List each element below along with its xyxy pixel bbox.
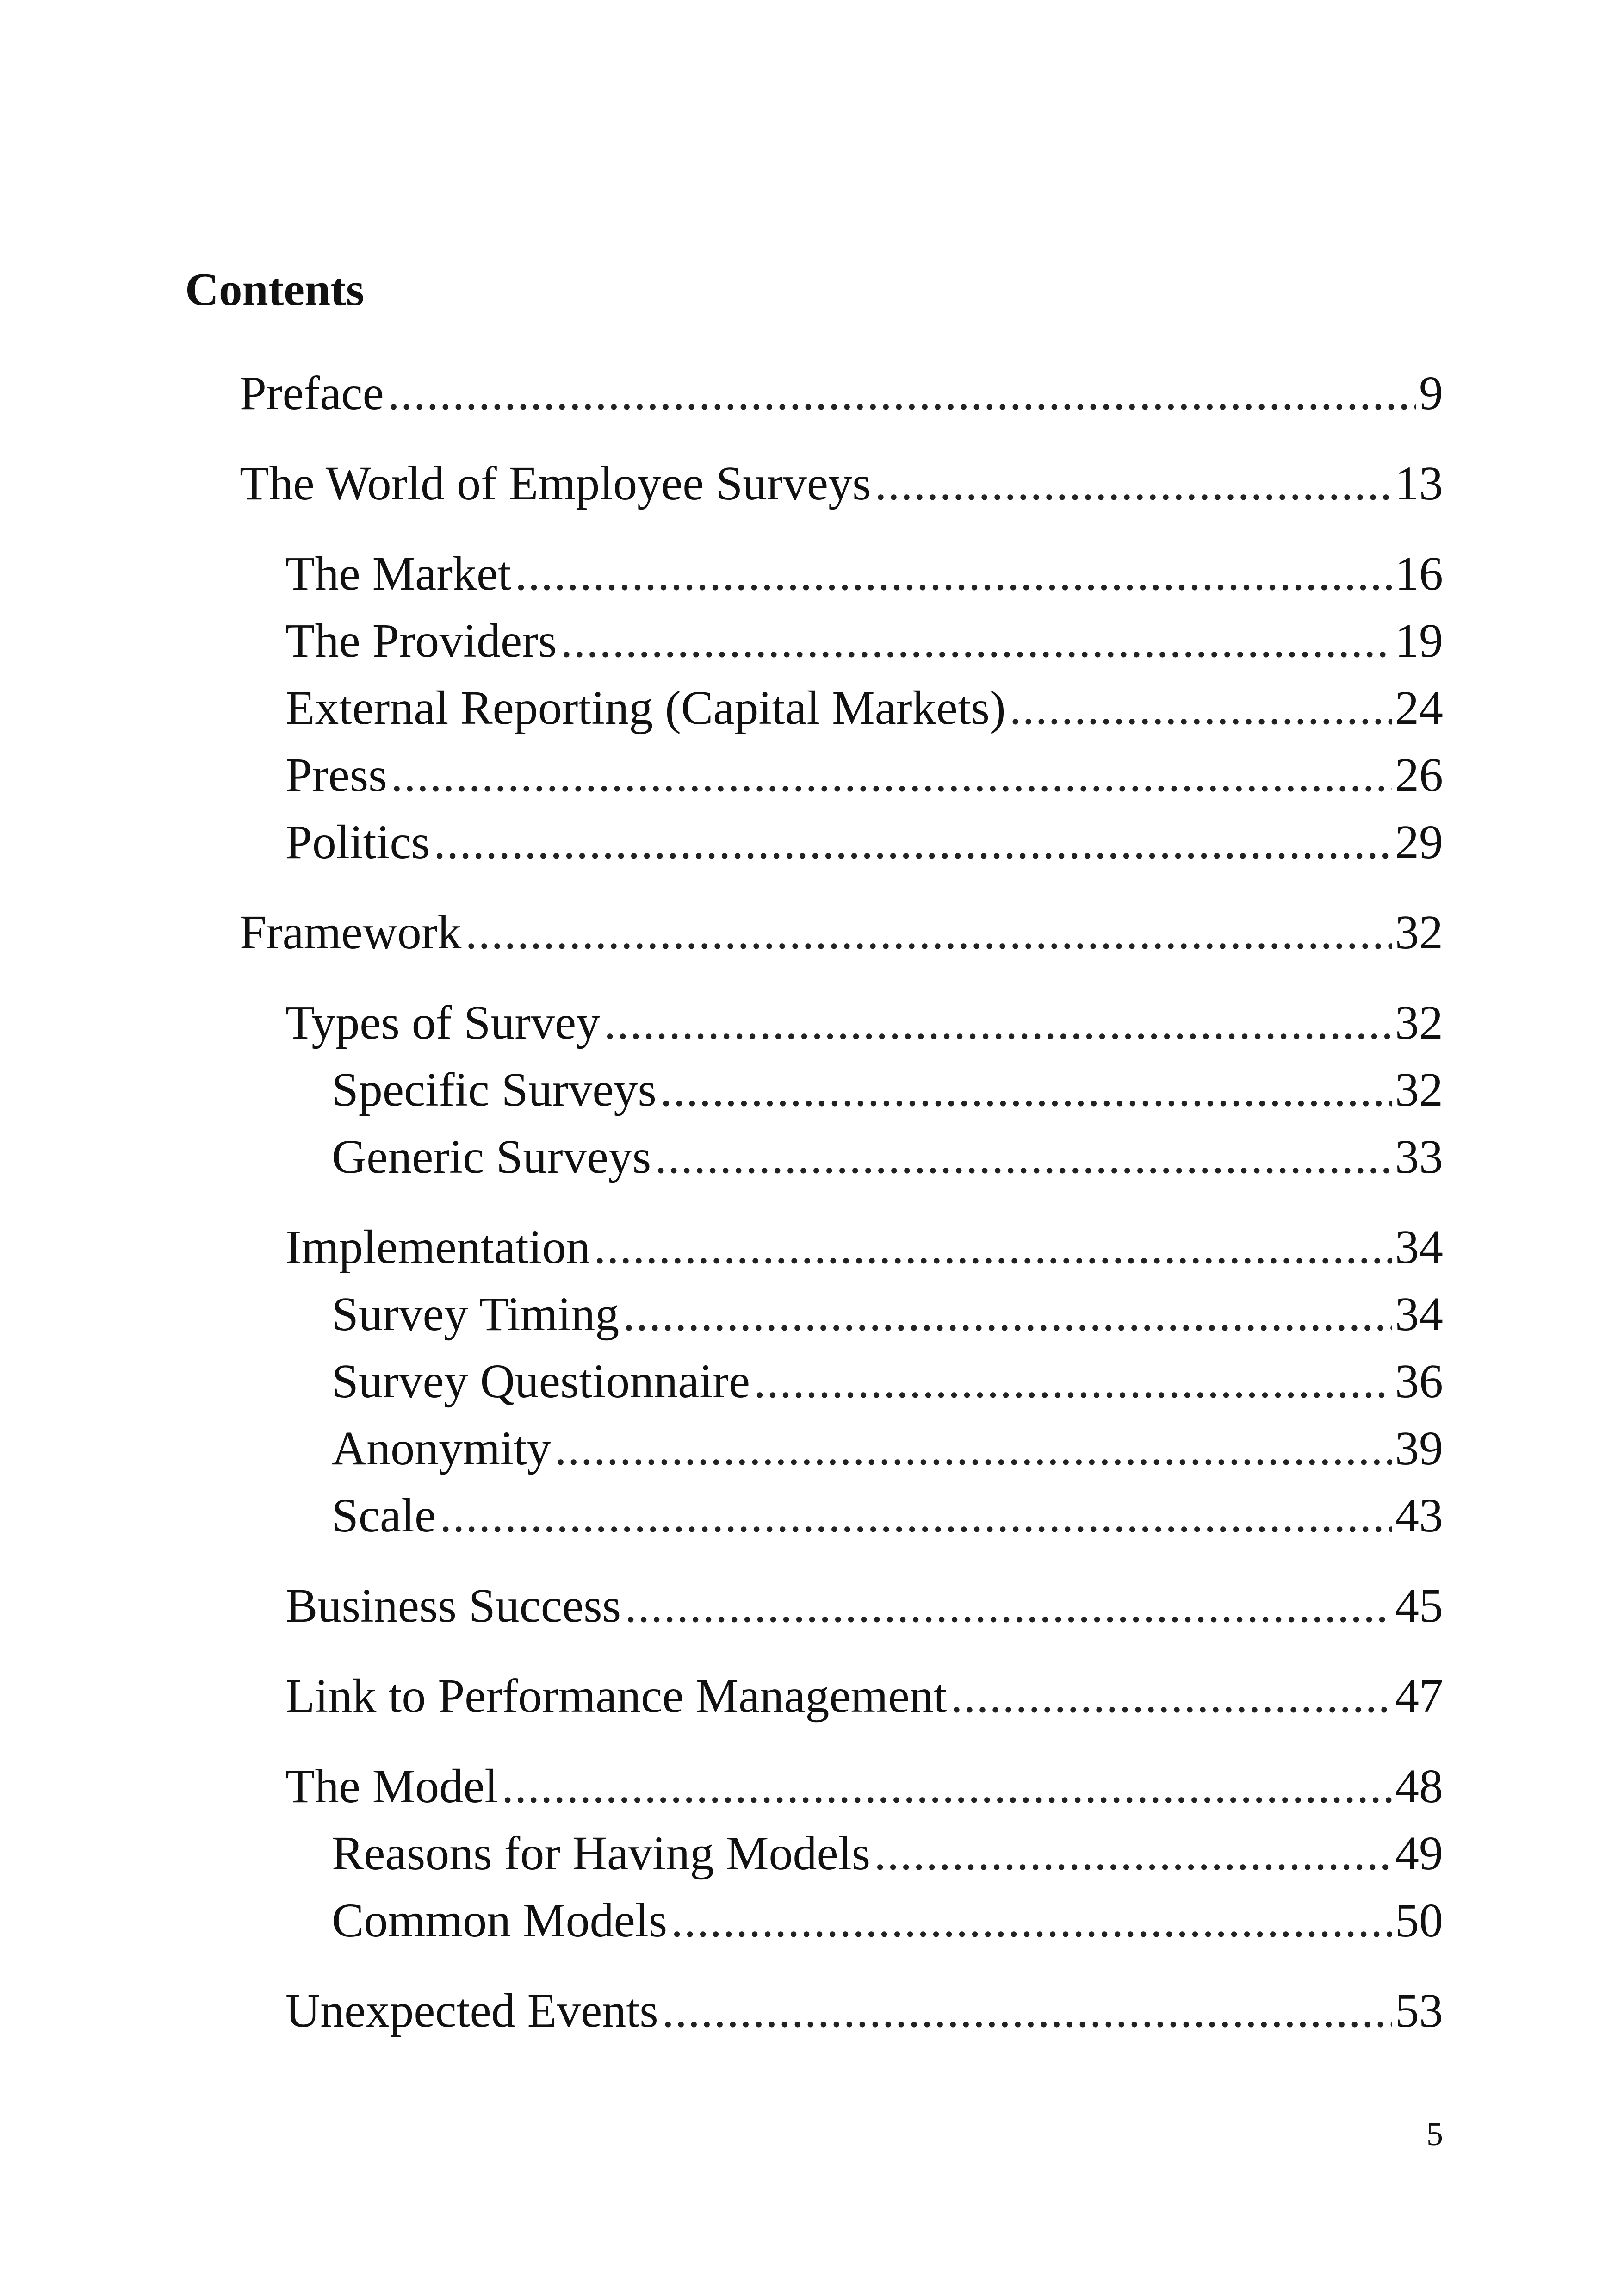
toc-entry-title: The Market: [285, 547, 512, 600]
dot-leader: [391, 747, 1392, 803]
toc-entry-common-models[interactable]: [332, 1893, 1443, 1948]
toc-entry-title: Anonymity: [332, 1422, 551, 1475]
toc-entry-title: Unexpected Events: [285, 1984, 658, 2037]
toc-entry-page: 45: [1395, 1579, 1443, 1632]
toc-entry-page: 32: [1395, 906, 1443, 959]
dot-leader: [555, 1421, 1392, 1476]
dot-leader: [594, 1220, 1392, 1275]
toc-entry-title: Framework: [240, 906, 462, 959]
toc-entry-page: 34: [1395, 1288, 1443, 1341]
toc-entry-world-of-employee-surveys[interactable]: [240, 456, 1443, 511]
toc-entry-title: Scale: [332, 1489, 436, 1542]
contents-heading: Contents: [185, 263, 365, 315]
toc-entry-page: 29: [1395, 815, 1443, 869]
toc-entry-page: 47: [1395, 1669, 1443, 1723]
toc-entry-title: External Reporting (Capital Markets): [285, 681, 1006, 734]
dot-leader: [655, 1129, 1392, 1185]
dot-leader: [671, 1893, 1392, 1948]
toc-entry-politics[interactable]: [285, 815, 1443, 870]
toc-entry-page: 19: [1395, 614, 1443, 667]
toc-entry-framework[interactable]: [240, 905, 1443, 960]
dot-leader: [465, 905, 1392, 960]
toc-entry-press[interactable]: [285, 747, 1443, 803]
toc-entry-the-market[interactable]: [285, 546, 1443, 602]
dot-leader: [1010, 680, 1392, 736]
toc-entry-page: 26: [1395, 748, 1443, 802]
toc-entry-title: Generic Surveys: [332, 1130, 651, 1183]
toc-entry-business-success[interactable]: [285, 1578, 1443, 1634]
toc-entry-survey-questionnaire[interactable]: [332, 1354, 1443, 1409]
toc-entry-page: 36: [1395, 1355, 1443, 1408]
toc-entry-unexpected-events[interactable]: [285, 1983, 1443, 2039]
toc-entry-the-model[interactable]: [285, 1759, 1443, 1814]
toc-entry-title: Link to Performance Management: [285, 1669, 947, 1723]
toc-entry-title: Types of Survey: [285, 996, 601, 1049]
dot-leader: [874, 1826, 1392, 1881]
toc-entry-reasons-for-having-models[interactable]: [332, 1826, 1443, 1881]
dot-leader: [623, 1287, 1392, 1342]
toc-entry-page: 9: [1419, 367, 1443, 420]
dot-leader: [754, 1354, 1392, 1409]
toc-entry-anonymity[interactable]: [332, 1421, 1443, 1476]
toc-entry-types-of-survey[interactable]: [285, 995, 1443, 1051]
toc-entry-page: 43: [1395, 1489, 1443, 1542]
dot-leader: [434, 815, 1392, 870]
toc-entry-title: Survey Timing: [332, 1288, 620, 1341]
toc-entry-scale[interactable]: [332, 1488, 1443, 1543]
dot-leader: [604, 995, 1392, 1051]
dot-leader: [388, 366, 1416, 421]
toc-entry-page: 53: [1395, 1984, 1443, 2037]
toc-entry-title: Reasons for Having Models: [332, 1827, 871, 1880]
toc-entry-specific-surveys[interactable]: [332, 1062, 1443, 1118]
toc-entry-the-providers[interactable]: [285, 613, 1443, 669]
dot-leader: [951, 1668, 1393, 1724]
toc-entry-page: 13: [1395, 457, 1443, 510]
toc-entry-title: Politics: [285, 815, 430, 869]
toc-entry-page: 33: [1395, 1130, 1443, 1183]
toc-entry-page: 48: [1395, 1760, 1443, 1813]
dot-leader: [662, 1983, 1392, 2039]
toc-entry-external-reporting[interactable]: [285, 680, 1443, 736]
toc-entry-title: The Providers: [285, 614, 557, 667]
toc-entry-page: 50: [1395, 1894, 1443, 1947]
dot-leader: [502, 1759, 1392, 1814]
toc-entry-survey-timing[interactable]: [332, 1287, 1443, 1342]
toc-entry-page: 24: [1395, 681, 1443, 734]
toc-entry-title: The Model: [285, 1760, 498, 1813]
dot-leader: [560, 613, 1392, 669]
toc-entry-title: Business Success: [285, 1579, 621, 1632]
toc-entry-title: Press: [285, 748, 387, 802]
toc-entry-page: 39: [1395, 1422, 1443, 1475]
dot-leader: [440, 1488, 1392, 1543]
toc-entry-title: Implementation: [285, 1220, 590, 1274]
toc-entry-page: 32: [1395, 996, 1443, 1049]
toc-entry-link-to-performance-management[interactable]: [285, 1668, 1443, 1724]
toc-entry-title: Survey Questionnaire: [332, 1355, 750, 1408]
toc-entry-title: Common Models: [332, 1894, 668, 1947]
dot-leader: [625, 1578, 1392, 1634]
toc-entry-page: 34: [1395, 1220, 1443, 1274]
page-number: 5: [1426, 2116, 1443, 2153]
toc-entry-preface[interactable]: [240, 366, 1443, 421]
toc-entry-title: The World of Employee Surveys: [240, 457, 871, 510]
toc-entry-implementation[interactable]: [285, 1220, 1443, 1275]
toc-entry-title: Preface: [240, 367, 384, 420]
toc-entry-title: Specific Surveys: [332, 1063, 657, 1116]
toc-entry-generic-surveys[interactable]: [332, 1129, 1443, 1185]
dot-leader: [515, 546, 1392, 602]
dot-leader: [660, 1062, 1392, 1118]
dot-leader: [875, 456, 1392, 511]
toc-entry-page: 16: [1395, 547, 1443, 600]
toc-entry-page: 49: [1395, 1827, 1443, 1880]
toc-entry-page: 32: [1395, 1063, 1443, 1116]
